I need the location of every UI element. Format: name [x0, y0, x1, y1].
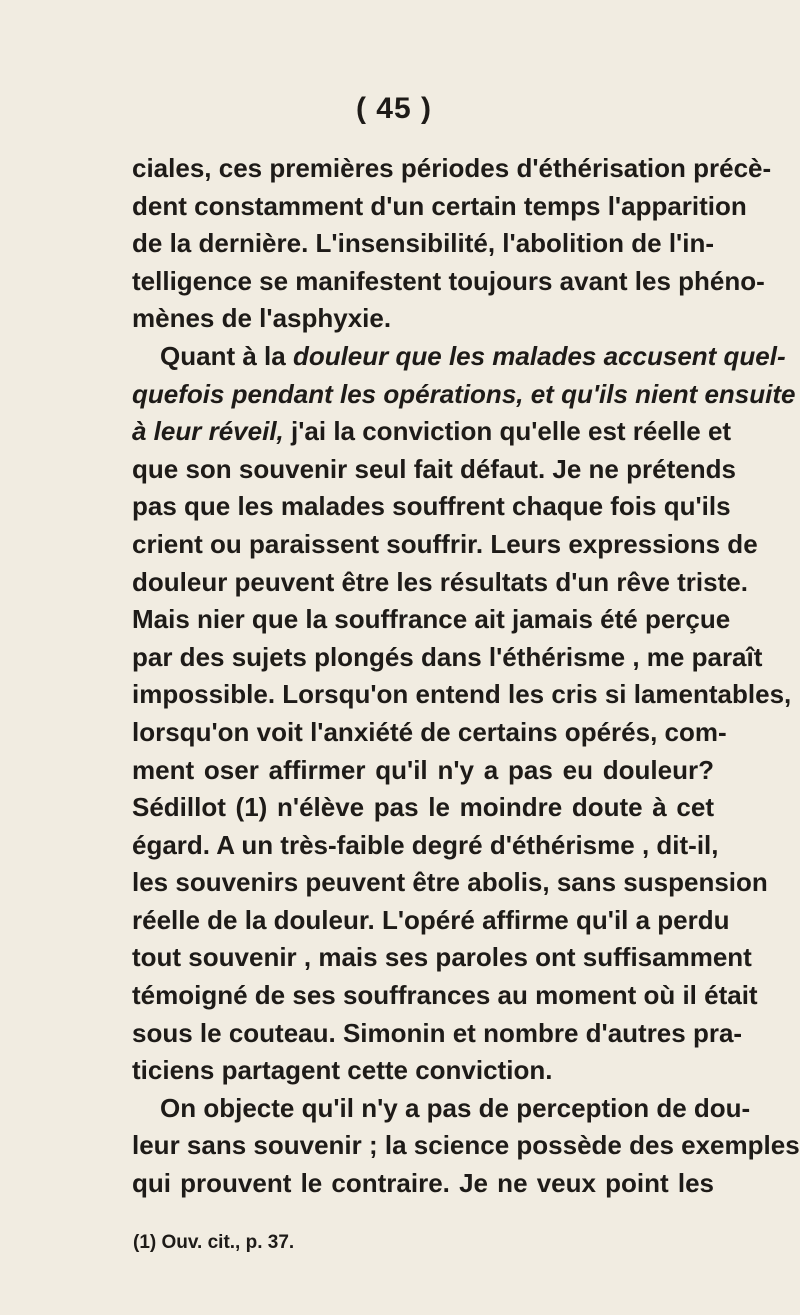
- text-line: pas que les malades souffrent chaque fois qu'ils: [132, 491, 731, 522]
- text-line: les souvenirs peuvent être abolis, sans suspension: [132, 867, 768, 898]
- italic-span: douleur que les malades accusent quel-: [292, 340, 786, 371]
- footnote: (1) Ouv. cit., p. 37.: [133, 1232, 295, 1253]
- text-line: lorsqu'on voit l'anxiété de certains opérés, com-: [132, 716, 727, 747]
- text-line: ciales, ces premières périodes d'éthérisation précè-: [132, 153, 772, 183]
- text-line: telligence se manifestent toujours avant les phéno-: [132, 265, 765, 296]
- text-line-mixed: [132, 413, 732, 451]
- text-line: témoigné de ses souffrances au moment où il était: [132, 980, 758, 1011]
- text-span: Quant à la: [160, 340, 286, 371]
- text-line: égard. A un très-faible degré d'éthérisme , dit-il,: [132, 829, 719, 860]
- text-line: impossible. Lorsqu'on entend les cris si lamentables,: [132, 679, 792, 710]
- text-line: réelle de la douleur. L'opéré affirme qu'il a perdu: [132, 904, 730, 935]
- text-line: qui prouvent le contraire. Je ne veux point les: [132, 1168, 714, 1199]
- body-text: [132, 150, 800, 1203]
- text-line: sous le couteau. Simonin et nombre d'autres pra-: [132, 1017, 743, 1048]
- text-span: j'ai la conviction qu'elle est réelle et: [291, 416, 732, 447]
- text-line: [132, 376, 796, 414]
- text-line: ticiens partagent cette conviction.: [132, 1055, 553, 1086]
- text-line: mènes de l'asphyxie.: [132, 303, 392, 334]
- page-number: ( 45 ): [355, 92, 433, 125]
- text-line: dent constamment d'un certain temps l'apparition: [132, 190, 747, 221]
- italic-span: à leur réveil,: [132, 416, 284, 447]
- text-line-mixed: [132, 338, 786, 376]
- text-line: douleur peuvent être les résultats d'un rêve triste.: [132, 566, 748, 597]
- text-line: de la dernière. L'insensibilité, l'abolition de l'in-: [132, 228, 714, 259]
- text-line: Sédillot (1) n'élève pas le moindre doute à cet: [132, 792, 714, 823]
- italic-span: quefois pendant les opérations, et qu'ils nient ensuite: [132, 378, 796, 409]
- text-line: leur sans souvenir ; la science possède des exemples: [132, 1130, 800, 1161]
- text-line: tout souvenir , mais ses paroles ont suffisamment: [132, 942, 752, 973]
- text-line: que son souvenir seul fait défaut. Je ne prétends: [132, 453, 736, 484]
- text-line: crient ou paraissent souffrir. Leurs expressions de: [132, 528, 758, 559]
- text-line: On objecte qu'il n'y a pas de perception de dou-: [160, 1092, 751, 1123]
- text-line: ment oser affirmer qu'il n'y a pas eu douleur?: [132, 754, 714, 785]
- text-line: Mais nier que la souffrance ait jamais été perçue: [132, 604, 731, 635]
- text-line: par des sujets plongés dans l'éthérisme , me paraît: [132, 641, 763, 672]
